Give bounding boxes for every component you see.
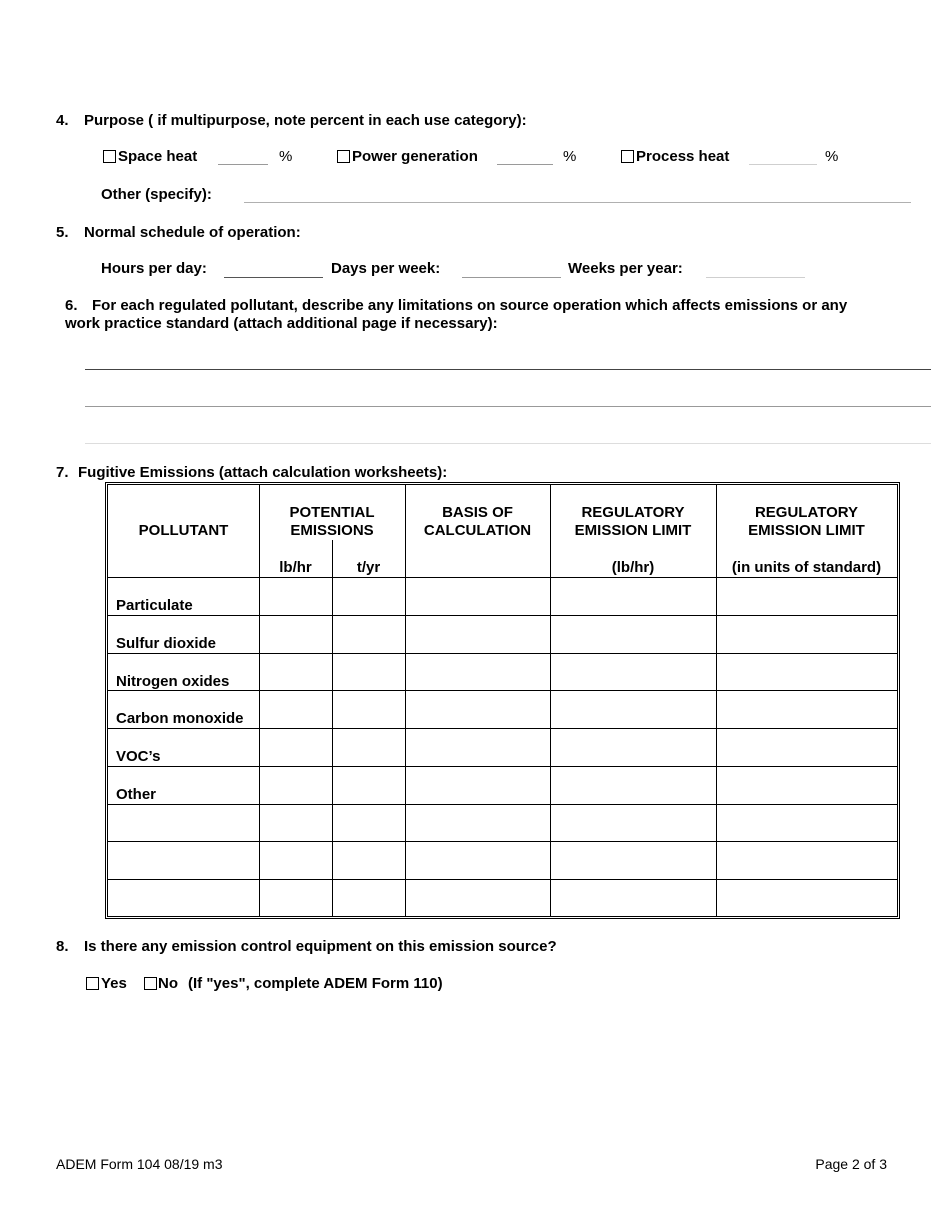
space-heat-checkbox[interactable]	[103, 150, 116, 163]
power-generation-label: Power generation	[352, 148, 478, 165]
table-col-divider	[405, 485, 406, 916]
q6-answer-line-1[interactable]	[85, 369, 931, 370]
table-col-divider	[716, 485, 717, 916]
header-tyr: t/yr	[356, 559, 381, 576]
header-potential-line2: EMISSIONS	[290, 522, 374, 539]
power-generation-checkbox[interactable]	[337, 150, 350, 163]
table-row-divider	[108, 766, 897, 767]
table-row-divider	[108, 690, 897, 691]
q8-number: 8.	[56, 938, 69, 955]
process-heat-percent-field[interactable]	[749, 164, 817, 165]
table-col-divider	[550, 485, 551, 916]
process-heat-checkbox[interactable]	[621, 150, 634, 163]
hours-per-day-field[interactable]	[224, 277, 323, 278]
table-row-divider	[108, 728, 897, 729]
header-potential-line1: POTENTIAL	[289, 504, 375, 521]
q6-text-line1: For each regulated pollutant, describe any limitations on source operation which affects emissions or any	[92, 297, 848, 314]
page-number: Page 2 of 3	[815, 1156, 887, 1172]
header-reg-limit-lbhr-unit: (lb/hr)	[611, 559, 655, 576]
no-checkbox[interactable]	[144, 977, 157, 990]
table-row-divider	[108, 653, 897, 654]
row-label-carbon-monoxide: Carbon monoxide	[116, 710, 244, 727]
header-reg-limit-std-line2: EMISSION LIMIT	[748, 522, 865, 539]
row-label-sulfur-dioxide: Sulfur dioxide	[116, 635, 217, 652]
other-specify-label: Other (specify):	[101, 186, 212, 203]
q8-label: Is there any emission control equipment on this emission source?	[84, 938, 557, 955]
form-id: ADEM Form 104 08/19 m3	[56, 1156, 223, 1172]
days-per-week-label: Days per week:	[331, 260, 441, 277]
header-reg-limit-lbhr-line1: REGULATORY	[581, 504, 685, 521]
table-row-divider	[108, 615, 897, 616]
q6-number: 6.	[65, 297, 78, 314]
header-reg-limit-std-line1: REGULATORY	[754, 504, 859, 521]
header-reg-limit-std-unit: (in units of standard)	[731, 559, 882, 576]
space-heat-percent-field[interactable]	[218, 164, 268, 165]
days-per-week-field[interactable]	[462, 277, 561, 278]
yes-label: Yes	[101, 975, 127, 992]
row-label-other: Other	[116, 786, 157, 803]
space-heat-percent-sign: %	[279, 148, 293, 165]
table-row-divider	[108, 804, 897, 805]
yes-checkbox[interactable]	[86, 977, 99, 990]
no-label: No	[158, 975, 178, 992]
table-row-divider	[108, 879, 897, 880]
q7-number: 7.	[56, 464, 69, 481]
power-generation-percent-field[interactable]	[497, 164, 553, 165]
q5-number: 5.	[56, 224, 69, 241]
process-heat-percent-sign: %	[825, 148, 839, 165]
q4-label: Purpose ( if multipurpose, note percent in each use category):	[84, 112, 527, 129]
q5-label: Normal schedule of operation:	[84, 224, 301, 241]
header-pollutant: POLLUTANT	[138, 522, 229, 539]
other-specify-field[interactable]	[244, 202, 911, 203]
q6-answer-line-2[interactable]	[85, 406, 931, 407]
table-col-divider	[259, 485, 260, 916]
row-label-nitrogen-oxides: Nitrogen oxides	[116, 673, 230, 690]
row-label-particulate: Particulate	[116, 597, 193, 614]
q8-note: (If "yes", complete ADEM Form 110)	[188, 975, 443, 992]
header-lbhr: lb/hr	[279, 559, 312, 576]
process-heat-label: Process heat	[636, 148, 730, 165]
header-reg-limit-lbhr-line2: EMISSION LIMIT	[574, 522, 692, 539]
header-basis-line1: BASIS OF	[442, 504, 513, 521]
weeks-per-year-field[interactable]	[706, 277, 805, 278]
q6-text-line2: work practice standard (attach additional page if necessary):	[65, 315, 498, 332]
hours-per-day-label: Hours per day:	[101, 260, 207, 277]
power-generation-percent-sign: %	[563, 148, 577, 165]
q4-number: 4.	[56, 112, 69, 129]
q7-label: Fugitive Emissions (attach calculation worksheets):	[78, 464, 448, 481]
header-basis-line2: CALCULATION	[423, 522, 532, 539]
fugitive-emissions-table	[105, 482, 900, 919]
table-row-divider	[108, 841, 897, 842]
q6-answer-line-3[interactable]	[85, 443, 931, 444]
weeks-per-year-label: Weeks per year:	[568, 260, 683, 277]
space-heat-label: Space heat	[118, 148, 198, 165]
table-row-divider	[108, 577, 897, 578]
row-label-vocs: VOC’s	[116, 748, 161, 765]
